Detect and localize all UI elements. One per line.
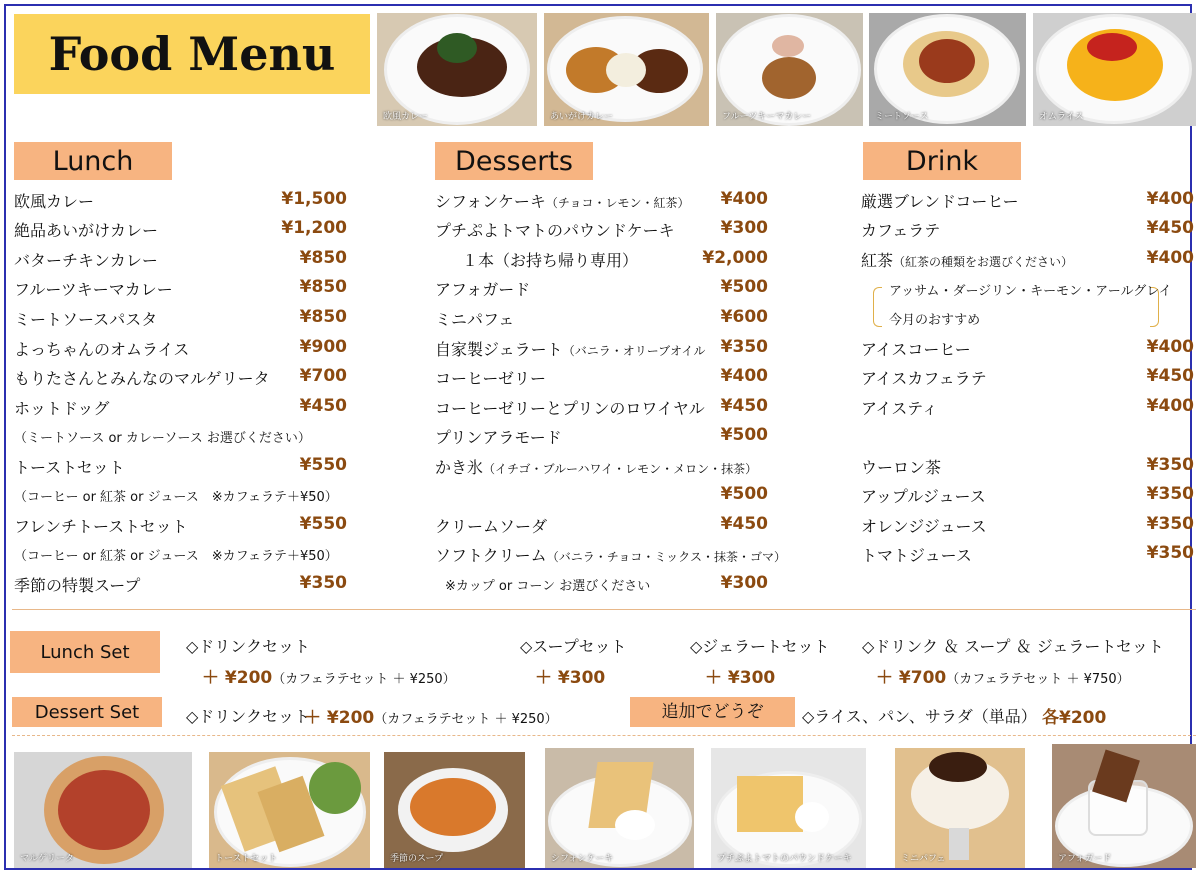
dessert-price: ¥600 <box>720 307 768 327</box>
brace-left <box>873 287 882 327</box>
dessert-set-heading: Dessert Set <box>12 697 162 727</box>
caption: トーストセット <box>215 854 278 864</box>
drink-heading: Drink <box>863 142 1021 180</box>
dessert-price: ¥300 <box>720 573 768 593</box>
lunch-set-price: ＋ ¥700（カフェラテセット ＋ ¥750） <box>876 668 1130 688</box>
photo-meat-sauce <box>869 13 1026 126</box>
lunch-price: ¥850 <box>299 307 347 327</box>
photo-pound-cake <box>711 748 866 868</box>
dessert-price: ¥450 <box>720 396 768 416</box>
dessert-price: ¥400 <box>720 189 768 209</box>
lunch-set-option: ◇ドリンクセット <box>186 637 310 656</box>
dessert-set-price: ＋ ¥200（カフェラテセット ＋ ¥250） <box>304 708 558 728</box>
lunch-item: 欧風カレー <box>14 192 95 211</box>
dessert-price: ¥300 <box>720 218 768 238</box>
lunch-heading: Lunch <box>14 142 172 180</box>
lunch-price: ¥550 <box>299 514 347 534</box>
caption: 欧風カレー <box>383 112 429 122</box>
dessert-item: アフォガード <box>435 280 531 299</box>
caption: 季節のスープ <box>390 854 444 864</box>
lunch-item: 絶品あいがけカレー <box>14 221 159 240</box>
photo-mini-parfait <box>895 748 1025 868</box>
drink-item: ウーロン茶 <box>861 458 942 477</box>
drink-item: アイスコーヒー <box>861 340 971 359</box>
lunch-price: ¥700 <box>299 366 347 386</box>
drink-item: オレンジジュース <box>861 517 987 536</box>
lunch-price: ¥1,200 <box>281 218 347 238</box>
photo-aigake-curry <box>544 13 709 126</box>
dessert-item: コーヒーゼリー <box>435 369 547 388</box>
lunch-set-price: ＋ ¥300 <box>705 668 776 688</box>
lunch-price: ¥1,500 <box>281 189 347 209</box>
addon-option: ◇ライス、パン、サラダ（単品） <box>802 707 1037 726</box>
toast-note: （コーヒー or 紅茶 or ジュース ※カフェラテ＋¥50） <box>14 490 338 505</box>
photo-margherita <box>14 752 192 868</box>
dessert-item: かき氷（イチゴ・ブルーハワイ・レモン・メロン・抹茶） <box>435 458 758 477</box>
drink-price: ¥350 <box>1146 543 1194 563</box>
caption: シフォンケーキ <box>551 854 614 864</box>
caption: オムライス <box>1039 112 1084 122</box>
lunch-set-option: ◇ドリンク ＆ スープ ＆ ジェラートセット <box>862 637 1164 656</box>
drink-price: ¥350 <box>1146 514 1194 534</box>
dessert-item: 自家製ジェラート（バニラ・オリーブオイル <box>435 340 706 359</box>
lunch-price: ¥850 <box>299 277 347 297</box>
dessert-item: コーヒーゼリーとプリンのロワイヤル <box>435 399 705 418</box>
drink-item: アイスカフェラテ <box>861 369 987 388</box>
lunch-item: ホットドッグ <box>14 399 110 418</box>
lunch-price: ¥350 <box>299 573 347 593</box>
dessert-item: １本（お持ち帰り専用） <box>462 251 639 270</box>
dessert-price: ¥500 <box>720 484 768 504</box>
lunch-set-option: ◇スープセット <box>520 637 627 656</box>
dessert-price: ¥500 <box>720 277 768 297</box>
lunch-price: ¥900 <box>299 337 347 357</box>
dessert-item: プチぷよトマトのパウンドケーキ <box>435 221 675 240</box>
dessert-price: ¥450 <box>720 514 768 534</box>
drink-price: ¥350 <box>1146 455 1194 475</box>
tea-option: アッサム・ダージリン・キーモン・アールグレイ <box>889 284 1172 299</box>
drink-price: ¥350 <box>1146 484 1194 504</box>
drink-price: ¥400 <box>1146 396 1194 416</box>
dessert-item: プリンアラモード <box>435 428 562 447</box>
lunch-price: ¥450 <box>299 396 347 416</box>
caption: フルーツキーマカレー <box>722 112 812 122</box>
lunch-set-heading: Lunch Set <box>10 631 160 673</box>
lunch-price: ¥550 <box>299 455 347 475</box>
dessert-item: ミニパフェ <box>435 310 515 329</box>
addon-heading: 追加でどうぞ <box>630 697 795 727</box>
tea-option: 今月のおすすめ <box>889 313 981 328</box>
lunch-item: バターチキンカレー <box>14 251 158 270</box>
menu-title: Food Menu <box>48 27 336 81</box>
caption: ミートソース <box>875 112 929 122</box>
dessert-item: ソフトクリーム（バニラ・チョコ・ミックス・抹茶・ゴマ） <box>435 546 786 565</box>
photo-omurice <box>1033 13 1196 126</box>
drink-item: トマトジュース <box>861 546 972 565</box>
title-banner <box>14 14 370 94</box>
photo-chiffon-cake <box>545 748 694 868</box>
hotdog-note: （ミートソース or カレーソース お選びください） <box>14 431 311 446</box>
drink-item: アップルジュース <box>861 487 986 506</box>
lunch-item: フルーツキーマカレー <box>14 280 173 299</box>
dessert-price: ¥2,000 <box>702 248 768 268</box>
addon-price: 各¥200 <box>1042 708 1107 728</box>
lunch-set-option: ◇ジェラートセット <box>690 637 830 656</box>
drink-price: ¥450 <box>1146 366 1194 386</box>
lunch-item: もりたさんとみんなのマルゲリータ <box>14 369 270 388</box>
dessert-item: シフォンケーキ（チョコ・レモン・紅茶） <box>435 192 690 211</box>
lunch-set-price: ＋ ¥200（カフェラテセット ＋ ¥250） <box>202 668 456 688</box>
dessert-set-option: ◇ドリンクセット <box>186 707 310 726</box>
caption: ミニパフェ <box>901 854 946 864</box>
photo-toast-set <box>209 752 370 868</box>
soft-cream-note: ※カップ or コーン お選びください <box>445 579 651 594</box>
lunch-price: ¥850 <box>299 248 347 268</box>
caption: アフォガード <box>1058 854 1112 864</box>
photo-seasonal-soup <box>384 752 525 868</box>
section-divider <box>12 609 1196 610</box>
dessert-price: ¥500 <box>720 425 768 445</box>
photo-european-curry <box>377 13 537 126</box>
caption: あいがけカレー <box>550 112 614 122</box>
photo-affogato <box>1052 744 1196 868</box>
drink-price: ¥400 <box>1146 248 1194 268</box>
lunch-item: トーストセット <box>14 458 125 477</box>
lunch-set-price: ＋ ¥300 <box>535 668 606 688</box>
lunch-item: よっちゃんのオムライス <box>14 340 190 359</box>
dessert-item: クリームソーダ <box>435 517 548 536</box>
bottom-divider <box>12 735 1196 736</box>
lunch-item: 季節の特製スープ <box>14 576 141 595</box>
french-toast-note: （コーヒー or 紅茶 or ジュース ※カフェラテ＋¥50） <box>14 549 338 564</box>
drink-price: ¥400 <box>1146 337 1194 357</box>
drink-item: アイスティ <box>861 399 938 418</box>
dessert-price: ¥400 <box>720 366 768 386</box>
lunch-item: ミートソースパスタ <box>14 310 158 329</box>
drink-item: 厳選ブレンドコーヒー <box>861 192 1019 211</box>
dessert-price: ¥350 <box>720 337 768 357</box>
drink-item: 紅茶（紅茶の種類をお選びください） <box>861 251 1074 270</box>
caption: プチぷよトマトのパウンドケーキ <box>717 854 852 864</box>
drink-price: ¥450 <box>1146 218 1194 238</box>
lunch-item: フレンチトーストセット <box>14 517 188 536</box>
caption: マルゲリータ <box>20 854 74 864</box>
drink-item: カフェラテ <box>861 221 941 240</box>
desserts-heading: Desserts <box>435 142 593 180</box>
drink-price: ¥400 <box>1146 189 1194 209</box>
photo-fruit-keema-curry <box>716 13 863 126</box>
